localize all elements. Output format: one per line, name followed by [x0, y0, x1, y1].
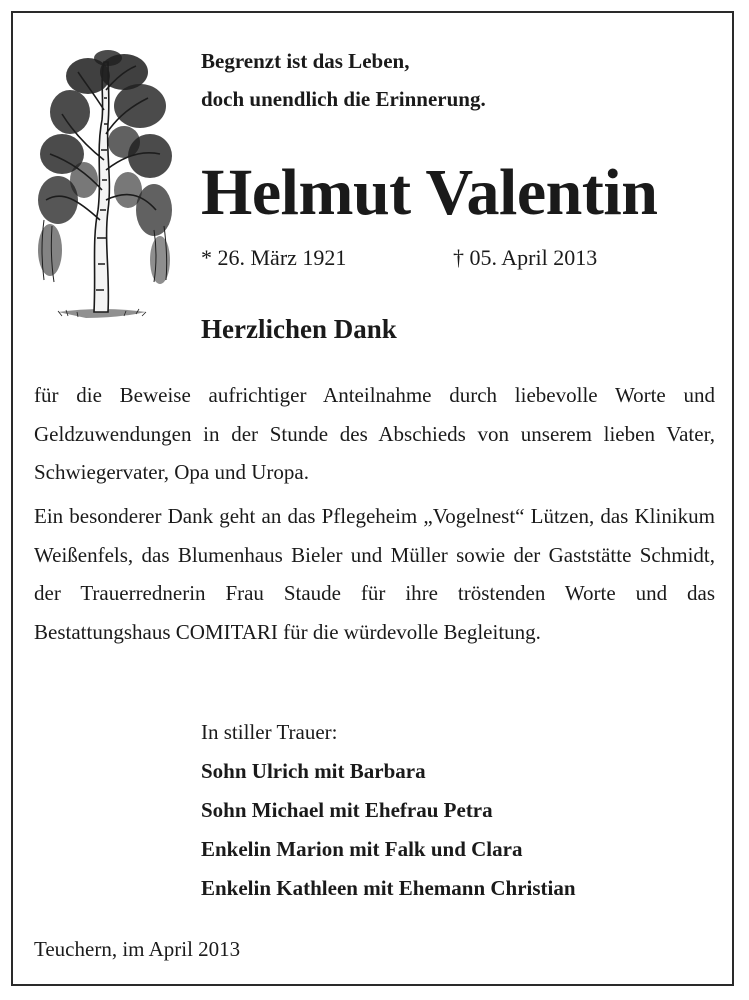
- motto: [201, 42, 486, 118]
- mourning-intro: In stiller Trauer:: [201, 720, 338, 744]
- birch-tree-icon: [28, 50, 176, 325]
- deceased-name: Helmut Valentin: [201, 156, 658, 229]
- motto-line-2: doch unendlich die Erinnerung.: [201, 87, 486, 111]
- mourner-line: Sohn Ulrich mit Barbara: [201, 759, 426, 783]
- mourner-line: Enkelin Kathleen mit Ehemann Christian: [201, 876, 576, 900]
- mourner-line: Enkelin Marion mit Falk und Clara: [201, 837, 523, 861]
- life-dates: [201, 243, 701, 273]
- mourner-line: Sohn Michael mit Ehefrau Petra: [201, 798, 493, 822]
- death-date: † 05. April 2013: [453, 245, 598, 270]
- thanks-paragraph-1: für die Beweise aufrichtiger Anteilnahme durch liebevolle Worte und Geldzuwendungen in der Stunde des Abschieds von unserem lieben Vater, Schwiegervater, Opa und Uropa.: [34, 383, 715, 484]
- thanks-paragraph-2: Ein besonderer Dank geht an das Pflegeheim „Vogelnest“ Lützen, das Klinikum Weißenfels, das Blumenhaus Bieler und Müller sowie der Gaststätte Schmidt, der Trauerrednerin Frau Staude für ihre tröstenden Worte und das Bestattungshaus COMITARI für die würdevolle Begleitung.: [34, 504, 715, 644]
- mourners-block: [201, 713, 576, 908]
- birth-date: * 26. März 1921: [201, 245, 347, 270]
- thanks-heading: Herzlichen Dank: [201, 314, 397, 344]
- motto-line-1: Begrenzt ist das Leben,: [201, 49, 410, 73]
- place-and-date: Teuchern, im April 2013: [34, 937, 241, 961]
